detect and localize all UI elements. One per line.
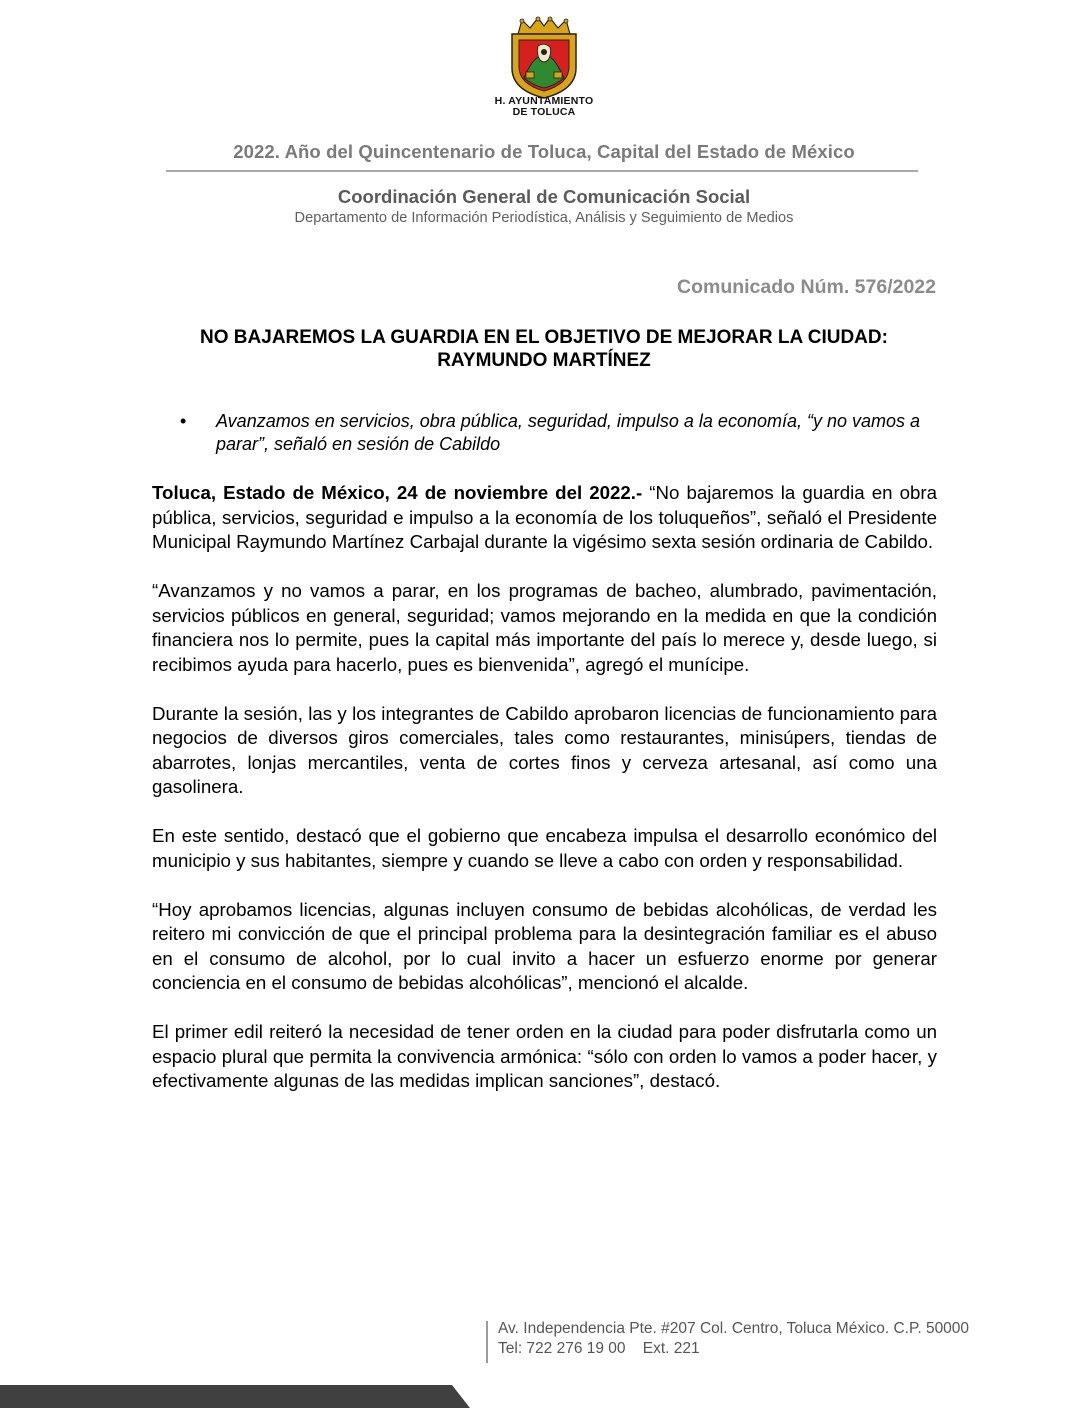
footer-address: Av. Independencia Pte. #207 Col. Centro, Toluca México. C.P. 50000	[498, 1320, 970, 1337]
article-body	[152, 481, 937, 1118]
footer-phone: Tel: 722 276 19 00 Ext. 221	[498, 1340, 700, 1357]
paragraph-6: El primer edil reiteró la necesidad de tener orden en la ciudad para poder disfrutarla como un espacio plural que permita la convivencia armónica: “sólo con orden lo vamos a poder hacer, y efectivamente algunas de las medidas implican sanciones”, destacó.	[152, 1021, 937, 1091]
year-line: 2022. Año del Quincentenario de Toluca, Capital del Estado de México	[233, 141, 855, 162]
summary-bullet	[180, 410, 936, 455]
release-number: Comunicado Núm. 576/2022	[676, 276, 936, 298]
paragraph-2: “Avanzamos y no vamos a parar, en los programas de bacheo, alumbrado, pavimentación, servicios públicos en general, seguridad; vamos mejorando en la medida en que la condición financiera nos lo permite, pues la capital más importante del país lo merece y, desde luego, si recibimos ayuda para hacerlo, pues es bienvenida”, agregó el munícipe.	[152, 580, 937, 675]
paragraph-1-text: “No bajaremos la guardia en obra pública, servicios, seguridad e impulso a la economía de los toluqueños”, señaló el Presidente Municipal Raymundo Martínez Carbajal durante la vigésimo sexta sesión ordinaria de Cabildo.	[152, 482, 937, 552]
paragraph-1	[152, 481, 937, 555]
logo-caption-line1: H. AYUNTAMIENTO	[494, 95, 594, 107]
footer-divider	[486, 1321, 488, 1363]
summary-bullet-text: Avanzamos en servicios, obra pública, seguridad, impulso a la economía, “y no vamos a parar”, señaló en sesión de Cabildo	[216, 411, 921, 454]
logo-caption	[444, 96, 644, 118]
bullet-dot-icon: •	[180, 411, 187, 431]
logo-caption-line2: DE TOLUCA	[512, 106, 576, 118]
headline-line2: RAYMUNDO MARTÍNEZ	[437, 350, 651, 371]
coordination-title: Coordinación General de Comunicación Social	[337, 186, 751, 207]
header-divider	[166, 170, 918, 172]
headline	[152, 326, 936, 372]
paragraph-4: En este sentido, destacó que el gobierno que encabeza impulsa el desarrollo económico del municipio y sus habitantes, siempre y cuando se lleve a cabo con orden y responsabilidad.	[152, 825, 937, 871]
paragraph-3: Durante la sesión, las y los integrantes de Cabildo aprobaron licencias de funcionamiento para negocios de diversos giros comerciales, tales como restaurantes, minisúpers, tiendas de abarrotes, lonjas mercantiles, venta de cortes finos y cerveza artesanal, así como una gasolinera.	[152, 702, 937, 797]
paragraph-5: “Hoy aprobamos licencias, algunas incluyen consumo de bebidas alcohólicas, de verdad les reitero mi convicción de que el principal problema para la desintegración familiar es el abuso en el consumo de alcohol, por lo cual invito a hacer un esfuerzo enorme por generar conciencia en el consumo de bebidas alcohólicas”, mencionó el alcalde.	[152, 898, 937, 993]
headline-line1: NO BAJAREMOS LA GUARDIA EN EL OBJETIVO DE MEJORAR LA CIUDAD:	[200, 327, 888, 348]
department-subtitle: Departamento de Información Periodística, Análisis y Seguimiento de Medios	[294, 210, 794, 226]
toluca-crest-icon	[508, 16, 580, 100]
dateline: Toluca, Estado de México, 24 de noviembre del 2022.-	[152, 482, 643, 503]
footer-band	[0, 1385, 470, 1408]
